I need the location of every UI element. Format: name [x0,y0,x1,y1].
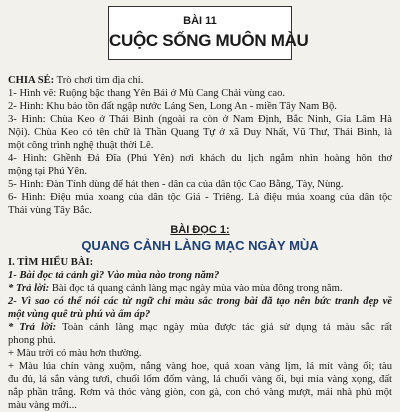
answer-1-label: * Trả lời: [8,283,50,294]
bullet-line: nắp phần trắng. Rơm và thóc vàng giòn, con gà, con chó vàng mượt, mái nhà phủ một [8,387,392,398]
answer-1 [8,282,392,295]
bullet-line: màu vàng mới... [8,400,77,411]
share-line: 5- Hình: Đàn Tính dùng để hát then - dân ca của dân tộc Cao Bằng, Tày, Nùng. [8,179,344,190]
share-intro [8,74,392,87]
bullet-line: + Màu trời có màu hơn thường. [8,348,142,359]
section-heading: I. TÌM HIỂU BÀI: [8,257,94,268]
share-line: 2- Hình: Khu bảo tồn đất ngập nước Láng Sen, Long An - miền Tây Nam Bộ. [8,101,337,112]
question-2-line: một vùng quê trù phú và ấm áp? [8,309,151,320]
share-line: một công trình nghệ thuật thời Lê. [8,140,154,151]
share-intro-text: Trò chơi tìm địa chỉ. [54,75,144,86]
lesson-title: CUỘC SỐNG MUÔN MÀU [109,31,309,50]
lesson-title-box [108,6,309,60]
share-label: CHIA SẺ: [8,75,55,86]
reading-label: BÀI ĐỌC 1: [170,224,230,236]
share-line: Nội). Chùa Keo có tên chữ là Thần Quang Tự ở xã Duy Nhất, Vũ Thư, Thái Bình, là [8,127,392,138]
question-2-line: 2- Vì sao có thể nói các từ ngữ chỉ màu sắc trong bài đã tạo nên bức tranh đẹp về [8,296,392,307]
share-line: Thái vùng Tây Bắc. [8,205,92,216]
lesson-number: BÀI 11 [183,15,217,27]
answer-1-text: Bài đọc tả quang cảnh làng mạc ngày mùa vào mùa đông trong năm. [49,283,343,294]
share-line: mộng tại Phú Yên. [8,166,88,177]
reading-title: QUANG CẢNH LÀNG MẠC NGÀY MÙA [81,238,319,253]
answer-2-text: Toàn cảnh làng mạc ngày mùa được tác giả sử dụng tả màu sắc rất [56,322,392,333]
question-1: 1- Bài đọc tả cảnh gì? Vào mùa nào trong năm? [8,270,220,281]
share-line: 6- Hình: Điệu múa xoang của dân tộc Giá - Triêng. Là điệu múa xoang của dân tộc [8,192,392,203]
answer-2 [8,321,392,334]
share-line: 4- Hình: Ghềnh Đá Đĩa (Phú Yên) nơi khách du lịch ngắm nhìn hoàng hôn thơ [8,153,392,164]
answer-2-line: phong phú. [8,335,56,346]
share-line: 1- Hình vẽ: Ruộng bậc thang Yên Bái ở Mù Cang Chải vùng cao. [8,88,286,99]
bullet-line: + Màu lúa chín vàng xuộm, nắng vàng hoe, quả xoan vàng lịm, lá mít vàng ối; tàu [8,361,392,372]
answer-2-label: * Trả lời: [8,322,57,333]
bullet-line: đu đủ, lá sắn vàng tươi, chuối lốm đốm vàng, lá chuối vàng ối, bụi mía vàng xọng, đất [8,374,392,385]
share-line: 3- Hình: Chùa Keo ở Thái Bình (ngoài ra còn ở Nam Định, Bắc Ninh, Gia Lâm Hà [8,114,392,125]
